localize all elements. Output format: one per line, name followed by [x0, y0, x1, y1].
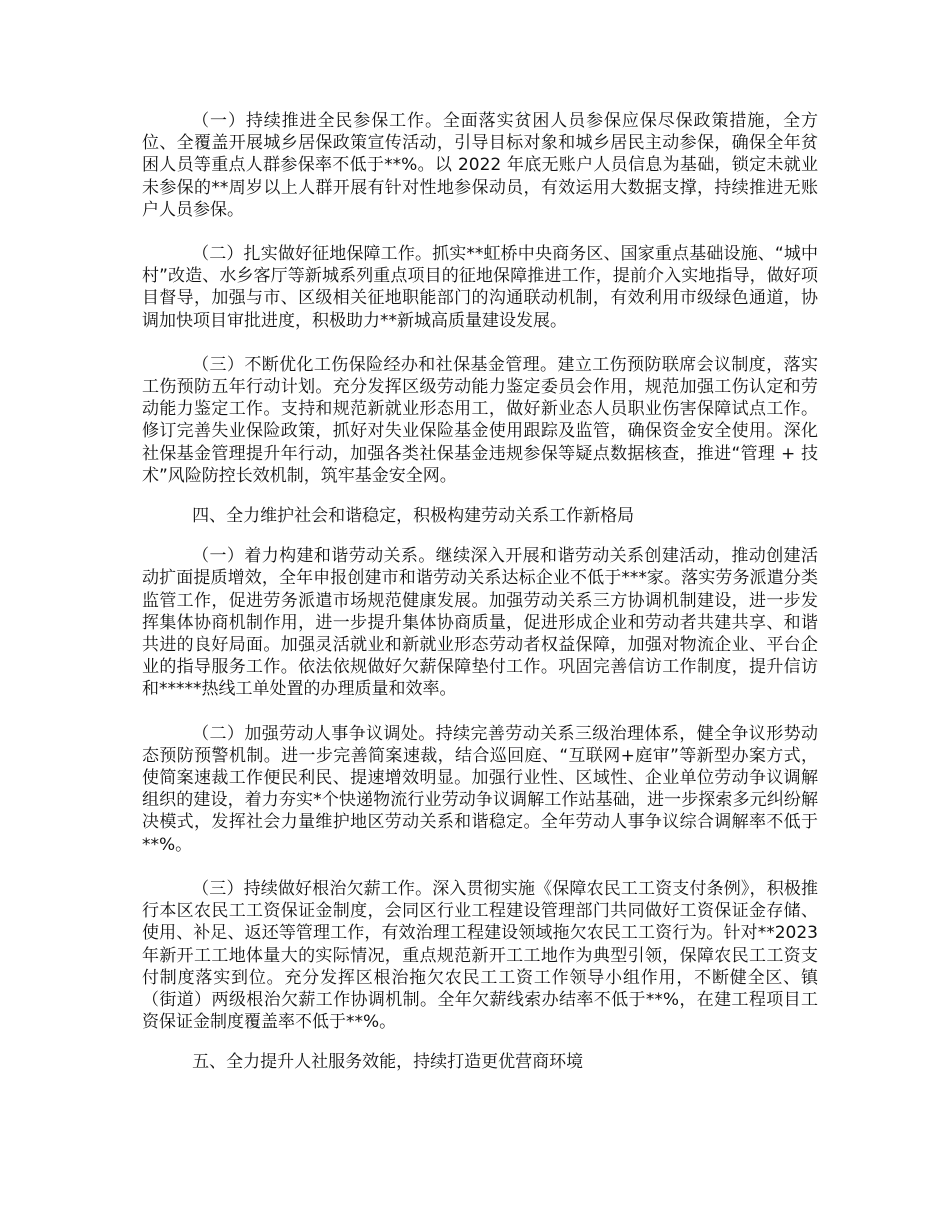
- paragraph-land-acquisition: （二）扎实做好征地保障工作。抓实**虹桥中央商务区、国家重点基础设施、“城中村”改造、水乡客厅等新城系列重点项目的征地保障推进工作，提前介入实地指导，做好项目督导，加强与市、区级相关征地职能部门的沟通联动机制，有效利用市级绿色通道，协调加快项目审批进度，积极助力**新城高质量建设发展。: [142, 244, 818, 331]
- paragraph-work-injury-insurance: （三）不断优化工伤保险经办和社保基金管理。建立工伤预防联席会议制度，落实工伤预防五年行动计划。充分发挥区级劳动能力鉴定委员会作用，规范加强工伤认定和劳动能力鉴定工作。支持和规范新就业形态用工，做好新业态人员职业伤害保障试点工作。修订完善失业保险政策，抓好对失业保险基金使用跟踪及监管，确保资金安全使用。深化社保基金管理提升年行动，加强各类社保基金违规参保等疑点数据核查，推进“管理 + 技术”风险防控长效机制，筑牢基金安全网。: [142, 354, 818, 486]
- paragraph-wage-arrears: （三）持续做好根治欠薪工作。深入贯彻实施《保障农民工工资支付条例》，积极推行本区农民工工资保证金制度，会同区行业工程建设管理部门共同做好工资保证金存储、使用、补足、返还等管理工作，有效治理工程建设领域拖欠农民工工资行为。针对**2023 年新开工工地体量大的实际情况，重点规范新开工工地作为典型引领，保障农民工工资支付制度落实到位。充分发挥区根治拖欠农民工工资工作领导小组作用，不断健全区、镇（街道）两级根治欠薪工作协调机制。全年欠薪线索办结率不低于**%，在建工程项目工资保证金制度覆盖率不低于**%。: [142, 878, 818, 1033]
- section-heading-four: 四、全力维护社会和谐稳定，积极构建劳动关系工作新格局: [192, 506, 635, 527]
- paragraph-labor-relations: （一）着力构建和谐劳动关系。继续深入开展和谐劳动关系创建活动，推动创建活动扩面提质增效，全年申报创建市和谐劳动关系达标企业不低于***家。落实劳务派遣分类监管工作，促进劳务派遣市场规范健康发展。加强劳动关系三方协调机制建设，进一步发挥集体协商机制作用，进一步提升集体协商质量，促进形成企业和劳动者共建共享、和谐共进的良好局面。加强灵活就业和新就业形态劳动者权益保障，加强对物流企业、平台企业的指导服务工作。依法依规做好欠薪保障垫付工作。巩固完善信访工作制度，提升信访和*****热线工单处置的办理质量和效率。: [142, 546, 818, 700]
- section-heading-five: 五、全力提升人社服务效能，持续打造更优营商环境: [192, 1052, 584, 1073]
- paragraph-dispute-mediation: （二）加强劳动人事争议调处。持续完善劳动关系三级治理体系，健全争议形势动态预防预警机制。进一步完善简案速裁，结合巡回庭、“互联网+庭审”等新型办案方式，使简案速裁工作便民利民、提速增效明显。加强行业性、区域性、企业单位劳动争议调解组织的建设，着力夯实*个快递物流行业劳动争议调解工作站基础，进一步探索多元纠纷解决模式，发挥社会力量维护地区劳动关系和谐稳定。全年劳动人事争议综合调解率不低于**%。: [142, 723, 818, 855]
- paragraph-universal-insurance: （一）持续推进全民参保工作。全面落实贫困人员参保应保尽保政策措施，全方位、全覆盖开展城乡居保政策宣传活动，引导目标对象和城乡居民主动参保，确保全年贫困人员等重点人群参保率不低于**%。以 2022 年底无账户人员信息为基础，锁定未就业未参保的**周岁以上人群开展有针对性地参保动员，有效运用大数据支撑，持续推进无账户人员参保。: [142, 111, 818, 220]
- document-page: [142, 110, 818, 1074]
